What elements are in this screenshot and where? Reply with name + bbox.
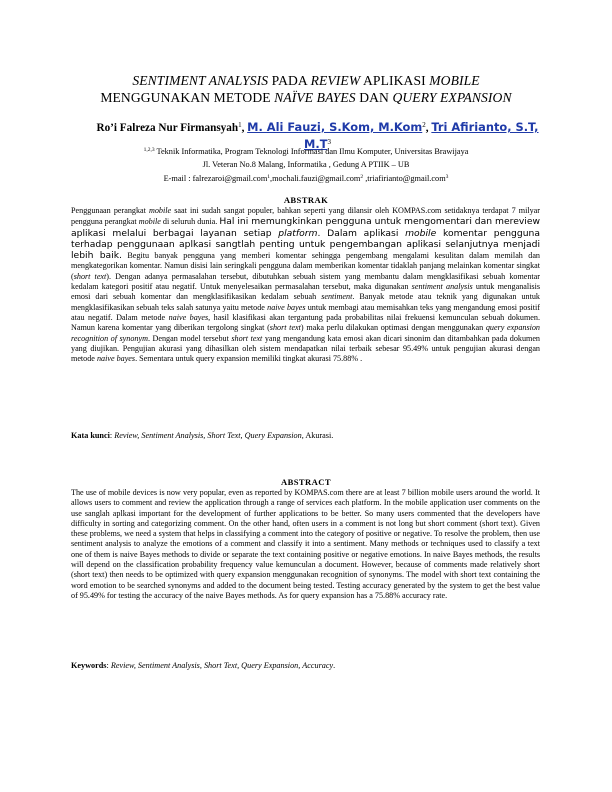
abstrak-text: saat ini sudah sangat populer, bahkan seperti yang dilansir oleh KOMPAS.com setidaknya terdapat 7 milyar pengguna perangkat (71, 206, 540, 227)
abstrak-italic: short text (73, 271, 107, 281)
keywords (71, 660, 540, 671)
abstrak-text: . Banyak metode atau teknik yang digunakan untuk mengklasifikasikan sebuah teks salah satunya yaitu metode (71, 292, 540, 312)
author-2-sup: 2 (422, 121, 426, 129)
abstrak-text: komentar pengguna terhadap penggunaan aplkasi sangtlah penting untuk pengembangan aplikasi selanjutnya menjadi lebih baik. (71, 227, 540, 262)
title-text: MENGGUNAKAN METODE (100, 90, 275, 105)
abstrak-italic: sentiment (321, 292, 353, 302)
title-text: PADA (268, 73, 311, 88)
affiliation-institution: Teknik Informatika, Program Teknologi Informasi dan Ilmu Komputer, Universitas Brawijaya (154, 147, 469, 156)
affiliation-line-2: Jl. Veteran No.8 Malang, Informatika , Gedung A PTIIK – UB (202, 159, 410, 169)
abstract-body: The use of mobile devices is now very popular, even as reported by KOMPAS.com there are at least 7 billion mobile users around the world. It allows users to comment and review the application through a range of services each platform. In the mobile application user comments on the use sanglah aplkasi important for the development of further applications to be better. So many users commented that the developers have difficulty in sorting and categorizing comment. On the other hand, often users in a comment is not long but short comment (short text). Given these problems, we need a system that helps in classifying a comment into the category of positive or negative. To resolve the problem, then use sentiment analysis to analyze the emotions of a comment and classify it into a sentiment. Many methods or techniques used to classify a text one of them is naive Bayes methods to divide or separate the text containing positive or negative emotions. In naive Bayes methods, the results will depend on the classification probability frequency value kemunculan a document. However, because of comments made relatively short (short text) then needs to be optimized with query expansion menggunakan recognition of synonyms. The model with short text containing the word emotion to be searched synonyms and added to the document being tested. Testing accuracy generated by the system to get the best value of 95.49% for testing the accuracy of the naive Bayes methods. As for query expansion has a 75.88% accuracy rate. (71, 488, 540, 600)
abstrak-text: di seluruh dunia. (160, 217, 220, 227)
abstrak-italic: naive bayes (96, 354, 136, 364)
kata-kunci (71, 430, 540, 441)
abstrak-italic: short text (269, 323, 301, 333)
abstrak-heading: ABSTRAK (283, 195, 329, 205)
paper-title (60, 72, 552, 106)
kata-kunci-tail: , Akurasi. (301, 431, 334, 440)
abstrak-text: . Dalam aplikasi (317, 227, 406, 239)
author-sep: , (425, 122, 432, 134)
author-3-link[interactable]: Tri Afirianto, S.T, M.T (304, 120, 539, 151)
title-term-query-expansion: QUERY EXPANSION (392, 90, 512, 105)
abstrak-text: untuk menganalisis emosi dari sebuah komentar dan mengklasifikasikan kedalam sebuah (71, 282, 540, 302)
kata-kunci-terms: Review, Sentiment Analysis, Short Text, Query Expansion (114, 431, 302, 440)
abstrak-italic: short text (231, 333, 263, 343)
abstrak-text: . Dengan model tersebut (147, 333, 232, 343)
abstrak-text: , hasil klasifikasi akan tergantung pada probabilitas nilai frekuensi kemunculan sebuah dokumen. Namun karena komentar yang diberikan tergolong singkat ( (71, 312, 540, 333)
kata-kunci-label: Kata kunci (71, 431, 110, 440)
title-line-2 (60, 89, 552, 106)
author-1: Ro’i Falreza Nur Firmansyah (96, 122, 239, 134)
author-sep: , (241, 122, 248, 134)
email-sup: 3 (445, 174, 449, 180)
abstrak-italic: platform (278, 227, 318, 239)
author-3-sup: 3 (327, 138, 331, 146)
title-line-1 (60, 72, 552, 89)
keywords-label: Keywords (71, 661, 107, 670)
abstrak-italic: mobile (138, 217, 161, 227)
email-sup: 1 (267, 174, 271, 180)
affiliation-sup: 1,2,3 (143, 147, 155, 153)
affiliation (60, 144, 552, 186)
abstrak-text: yang mengandung kata emosi akan dicari sinonim dan ditambahkan pada dokumen yang diujikan. Pengujian akurasi yang dihasilkan oleh sistem mendapatkan nilai terbaik sebesar 95.49% untuk pengujian akurasi dengan metode (71, 333, 540, 364)
title-term-review: REVIEW (310, 73, 361, 88)
title-text: DAN (355, 90, 393, 105)
keywords-terms: Review, Sentiment Analysis, Short Text, Query Expansion, Accuracy (110, 661, 334, 670)
affiliation-line-1 (60, 144, 552, 159)
abstrak-italic: mobile (405, 227, 437, 239)
abstrak-text: untuk membagi atau memisahkan teks yang mengandung emosi positif atau negatif. Dalam metode (71, 302, 540, 322)
title-term-sentiment: SENTIMENT ANALYSIS (132, 73, 269, 88)
email-3: ,triafirianto@gmail.com (363, 174, 446, 183)
abstract-heading: ABSTRACT (281, 477, 331, 487)
abstrak-italic: naive bayes (267, 302, 306, 312)
abstrak-text: Hal ini memungkinkan pengguna untuk mengomentari dan mereview aplikasi melalui berbagai layanan setiap (71, 216, 541, 239)
keywords-sep: : (106, 661, 111, 670)
abstrak-italic: mobile (149, 206, 172, 215)
abstrak-text: ). Dengan adanya permasalahan tersebut, dibutuhkan sebuah sistem yang membantu dalam mengklasifikasi sebuah komentar kedalam kategori positif atau negatif. Untuk menyelesaikan permasalahan tersebut, maka digunakan (71, 271, 540, 292)
abstrak-text: ) maka perlu dilakukan optimasi dengan menggunakan (300, 323, 486, 333)
keywords-tail: . (333, 661, 336, 670)
author-1-sup: 1 (238, 121, 242, 129)
title-term-mobile: MOBILE (429, 73, 480, 88)
kata-kunci-sep: : (109, 431, 115, 440)
email-sup: 2 (360, 174, 364, 180)
abstrak-body (71, 206, 540, 364)
abstrak-text: Begitu banyak pengguna yang memberi komentar sehingga pengembang mengalami kesulitan dalam memilah dan mengkategorikan komentar. Namun disisi lain seringkali pengguna dalam memberikan komentar tidaklah panjang melainkan komentar singkat ( (71, 251, 540, 281)
abstrak-italic: query expansion recognition of synonym (71, 323, 540, 343)
abstrak-text: . Sementara untuk query expansion memiliki tingkat akurasi 75.88% . (135, 354, 363, 364)
abstrak-italic: sentiment analysis (411, 282, 473, 292)
abstrak-text: Penggunaan perangkat (71, 206, 149, 215)
affiliation-emails (60, 171, 552, 186)
email-1: E-mail : falrezaroi@gmail.com (163, 174, 268, 183)
email-2: ,mochali.fauzi@gmail.com (270, 174, 361, 183)
abstrak-italic: naive bayes (168, 312, 209, 322)
title-text: APLIKASI (360, 73, 430, 88)
title-term-naive-bayes: NAÏVE BAYES (274, 90, 356, 105)
author-2-link[interactable]: M. Ali Fauzi, S.Kom, M.Kom (247, 120, 423, 134)
